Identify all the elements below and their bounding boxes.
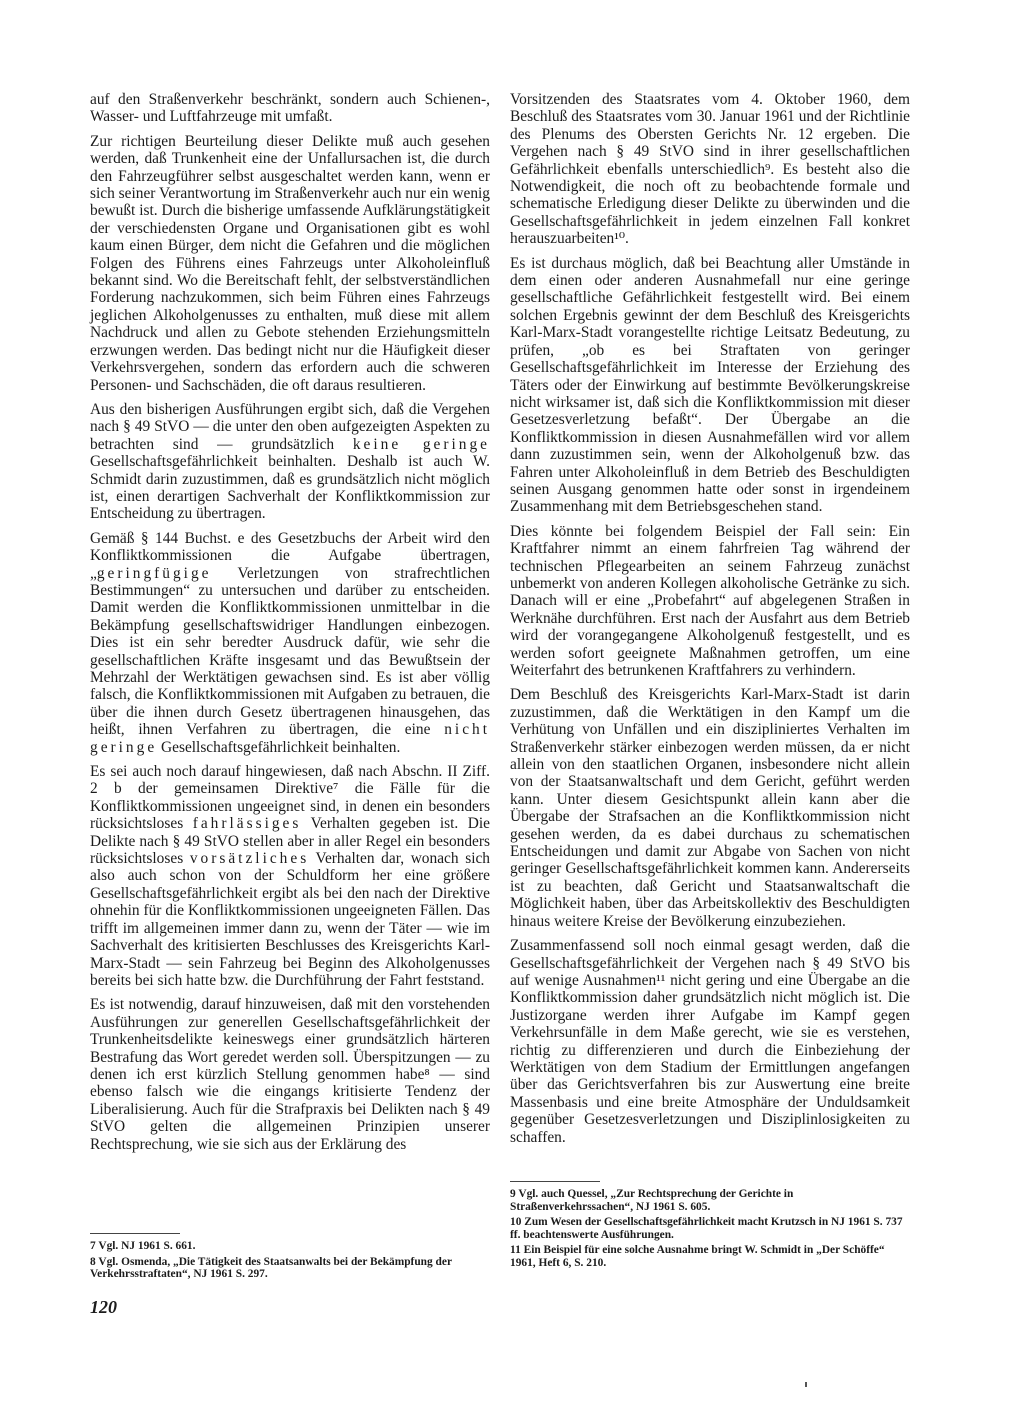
text-run: Verhalten gegeben ist. Die Delikte nach § 49 StVO stellen aber in aller Regel ein besonders rücksichtsloses [90, 815, 490, 868]
print-speck [805, 1382, 807, 1387]
paragraph: Es ist notwendig, darauf hinzuweisen, daß mit den vorstehenden Ausführungen zur generellen Gesellschaftsgefährlichkeit der Trunkenheitsdelikte keineswegs einer grundsätzlich härteren Bestrafung das Wort geredet werden soll. Überspitzungen — zu denen ich erst kürzlich Stellung genommen habe⁸ — sind ebenso falsch wie die eingangs kritisierte Tendenz der Liberalisierung. Auch für die Strafpraxis bei Delikten nach § 49 StVO gelten die allgemeinen Prinzipien unserer Rechtsprechung, wie sie sich aus der Erklärung des [90, 996, 490, 1153]
spaced-emphasis: keine geringe [352, 435, 491, 453]
paragraph: Dies könnte bei folgendem Beispiel der Fall sein: Ein Kraftfahrer nimmt an einem fahrfreien Tag während der technischen Pflegearbeiten an seinem Fahrzeug zunächst unbemerkt von anderen Kollegen alkoholische Getränke zu sich. Danach will er eine „Probefahrt“ auf abgelegenen Straßen in Werknähe durchführen. Erst nach der Ausfahrt aus dem Betrieb wird der vorangegangene Alkoholgenuß festgestellt, und es werden sofort geeignete Maßnahmen getroffen, um eine Weiterfahrt des betrunkenen Kraftfahrers zu verhindern. [510, 522, 910, 679]
paragraph: Es ist durchaus möglich, daß bei Beachtung aller Umstände in dem einen oder anderen Ausnahmefall nur eine geringe gesellschaftliche Gefährlichkeit festgestellt wird. Bei einem solchen Ergebnis gewinnt der dem Beschluß des Kreisgerichts Karl-Marx-Stadt vorangestellte richtige Leitsatz Bedeutung, zu prüfen, „ob es bei Straftaten von geringer Gesellschaftsgefährlichkeit im Interesse der Erziehung des Täters oder der Einwirkung auf bestimmte Bevölkerungskreise nicht wirksamer ist, daß sich die Konfliktkommission mit dieser Gesetzesverletzung befaßt“. Der Übergabe an die Konfliktkommission in diesen Ausnahmefällen wird vor allem dann zuzustimmen sein, wenn der Alkoholgenuß bzw. das Fahren unter Alkoholeinfluß in dem Betrieb des Beschuldigten seinen Ausgang genommen hatte oder sonst in irgendeinem Zusammenhang mit dem Betriebsgeschehen stand. [510, 254, 910, 516]
text-run: Es sei auch noch darauf hingewiesen, daß nach Abschn. II Ziff. 2 b der gemeinsamen Direktive⁷ die Fälle für die Konfliktkommissionen ungeeignet sind, in denen ein besonders rücksichtsloses [90, 763, 490, 833]
text-run: Aus den bisherigen Ausführungen ergibt sich, daß die Vergehen nach § 49 StVO — die unter den oben aufgezeigten Aspekten zu betrachten sind — grundsätzlich [90, 400, 490, 453]
paragraph: Zur richtigen Beurteilung dieser Delikte muß auch gesehen werden, daß Trunkenheit eine der Unfallursachen ist, die durch den Fahrzeugführer selbst ausgeschaltet werden kann, wenn er sich seiner Verantwortung im Straßenverkehr auch nur ein wenig bewußt ist. Durch die bisherige umfassende Aufklärungstätigkeit der verschiedensten Organe und Organisationen gibt es wohl kaum einen Bürger, dem nicht die Gefahren und die möglichen Folgen des Führens eines Fahrzeugs unter Alkoholeinfluß bekannt sind. Wo die Bereitschaft fehlt, der selbstverständlichen Forderung nachzukommen, sich beim Führen eines Fahrzeugs jeglichen Alkoholgenusses zu enthalten, muß diese mit allem Nachdruck und allen zu Gebote stehenden Erziehungsmitteln erzwungen werden. Das bedingt nicht nur die Häufigkeit dieser Verkehrsvergehen, sondern das erfordern auch die schweren Personen- und Sachschäden, die oft daraus resultieren. [90, 132, 490, 394]
footnote: 7 Vgl. NJ 1961 S. 661. [90, 1240, 196, 1252]
text-run: Verletzungen von strafrechtlichen Bestimmungen“ zu untersuchen und darüber zu entscheiden. Damit werden die Konfliktkommissionen unmittelbar in die Bekämpfung gesellschaftswidriger Handlungen einbezogen. Dies ist ein sehr beredter Ausdruck dafür, wie sehr die gesellschaftlichen Kräfte insgesamt und das Bewußtsein der Mehrzahl der Werktätigen gewachsen sind. Es ist aber völlig falsch, die Konfliktkommissionen mit Aufgaben zu betrauen, die über die ihnen durch Gesetz übertragenen hinausgehen, das heißt, ihnen Verfahren zu übertragen, die eine [90, 564, 490, 739]
footnote: 11 Ein Beispiel für eine solche Ausnahme bringt W. Schmidt in „Der Schöffe“ 1961, Heft 6, S. 210. [510, 1244, 885, 1269]
footnotes-right [510, 1181, 910, 1273]
footnotes-left [90, 1233, 490, 1284]
paragraph: Vorsitzenden des Staatsrates vom 4. Oktober 1960, dem Beschluß des Staatsrates vom 30. Januar 1961 und der Richtlinie des Plenums des Obersten Gerichts Nr. 12 ergeben. Die Vergehen nach § 49 StVO sind in ihrer gesellschaftlichen Gefährlichkeit ebenfalls unterschiedlich⁹. Es besteht also die Notwendigkeit, die noch oft zu beobachtende formale und schematische Erledigung dieser Delikte zu überwinden und die Gesellschaftsgefährlichkeit in jedem einzelnen Fall konkret herauszuarbeiten¹⁰. [510, 91, 910, 248]
paragraph [90, 763, 490, 989]
footnote: 8 Vgl. Osmenda, „Die Tätigkeit des Staatsanwalts bei der Bekämpfung der Verkehrsstraftaten“, NJ 1961 S. 297. [90, 1255, 452, 1281]
spaced-emphasis: nicht geringe [90, 721, 490, 756]
spaced-emphasis: vorsätzliches [189, 850, 310, 868]
paragraph [90, 530, 490, 756]
text-run: Gesellschaftsgefährlichkeit beinhalten. Deshalb ist auch W. Schmidt darin zuzustimmen, daß es grundsätzlich nicht möglich ist, einen derartigen Sachverhalt der Konfliktkommission zur Entscheidung zu übertragen. [90, 453, 490, 523]
spaced-emphasis: fahrlässiges [192, 815, 302, 833]
footnote-divider [90, 1233, 180, 1234]
paragraph [90, 401, 490, 523]
text-run: Verhalten dar, wonach sich also auch schon von der Schuldform her eine größere Gesellschaftsgefährlichkeit ergibt als bei den nach der Direktive ohnehin für die Konfliktkommissionen ungeeigneten Fällen. Das trifft im allgemeinen immer dann zu, wenn der Täter — wie im Sachverhalt des kritisierten Beschlusses des Kreisgerichts Karl-Marx-Stadt — sein Fahrzeug bei Beginn des Alkoholgenusses bereits bei sich hatte bzw. die Durchführung der Fahrt feststand. [90, 850, 490, 989]
left-column [90, 91, 490, 1160]
footnote: 10 Zum Wesen der Gesellschaftsgefährlichkeit macht Krutzsch in NJ 1961 S. 737 ff. beachtenswerte Ausführungen. [510, 1216, 903, 1241]
footnote-divider [510, 1181, 600, 1182]
page-number: 120 [90, 1297, 117, 1317]
right-column [510, 91, 910, 1153]
text-run: Gemäß § 144 Buchst. e des Gesetzbuchs der Arbeit wird den Konfliktkommissionen die Aufgabe übertragen, „ [90, 529, 490, 582]
paragraph: Zusammenfassend soll noch einmal gesagt werden, daß die Gesellschaftsgefährlichkeit der Vergehen nach § 49 StVO bis auf wenige Ausnahmen¹¹ nicht gering und eine Übergabe an die Konfliktkommission daher grundsätzlich nicht möglich ist. Die Justizorgane werden ihrer Aufgabe im Kampf gegen Verkehrsunfälle in dem Maße gerecht, wie sie es verstehen, richtig zu differenzieren und durch die Einbeziehung der Werktätigen von dem Stadium der Ermittlungen angefangen über das Gerichtsverfahren bis zur Auswertung eine breite Massenbasis und eine breite Atmosphäre der Unduldsamkeit gegenüber Gesetzesverletzungen und Disziplinlosigkeiten zu schaffen. [510, 937, 910, 1146]
spaced-emphasis: geringfügige [96, 564, 212, 582]
paragraph: auf den Straßenverkehr beschränkt, sondern auch Schienen-, Wasser- und Luftfahrzeuge mit umfaßt. [90, 91, 490, 126]
text-run: Gesellschaftsgefährlichkeit beinhalten. [157, 738, 401, 756]
footnote: 9 Vgl. auch Quessel, „Zur Rechtsprechung der Gerichte in Straßenverkehrssachen“, NJ 1961 S. 605. [510, 1188, 794, 1213]
paragraph: Dem Beschluß des Kreisgerichts Karl-Marx-Stadt ist darin zuzustimmen, daß die Werktätigen in den Kampf um die Verhütung von Unfällen und ein diszipliniertes Verhalten im Straßenverkehr stärker einbezogen werden müssen, da er nicht allein von den staatlichen Organen, insbesondere nicht allein von der Staatsanwaltschaft und dem Gericht, geführt werden kann. Unter diesem Gesichtspunkt allein kann aber die Übergabe der Strafsachen an die Konfliktkommission nicht gesehen werden, da es dabei durchaus zu schematischen Entscheidungen und damit zur Abgabe von Sachen von nicht geringer Gesellschaftsgefährlichkeit kommen kann. Andererseits ist zu beachten, daß Gericht und Staatsanwaltschaft die Möglichkeit haben, über das Arbeitskollektiv des Beschuldigten hinaus weitere Kreise der Bevölkerung einzubeziehen. [510, 686, 910, 930]
